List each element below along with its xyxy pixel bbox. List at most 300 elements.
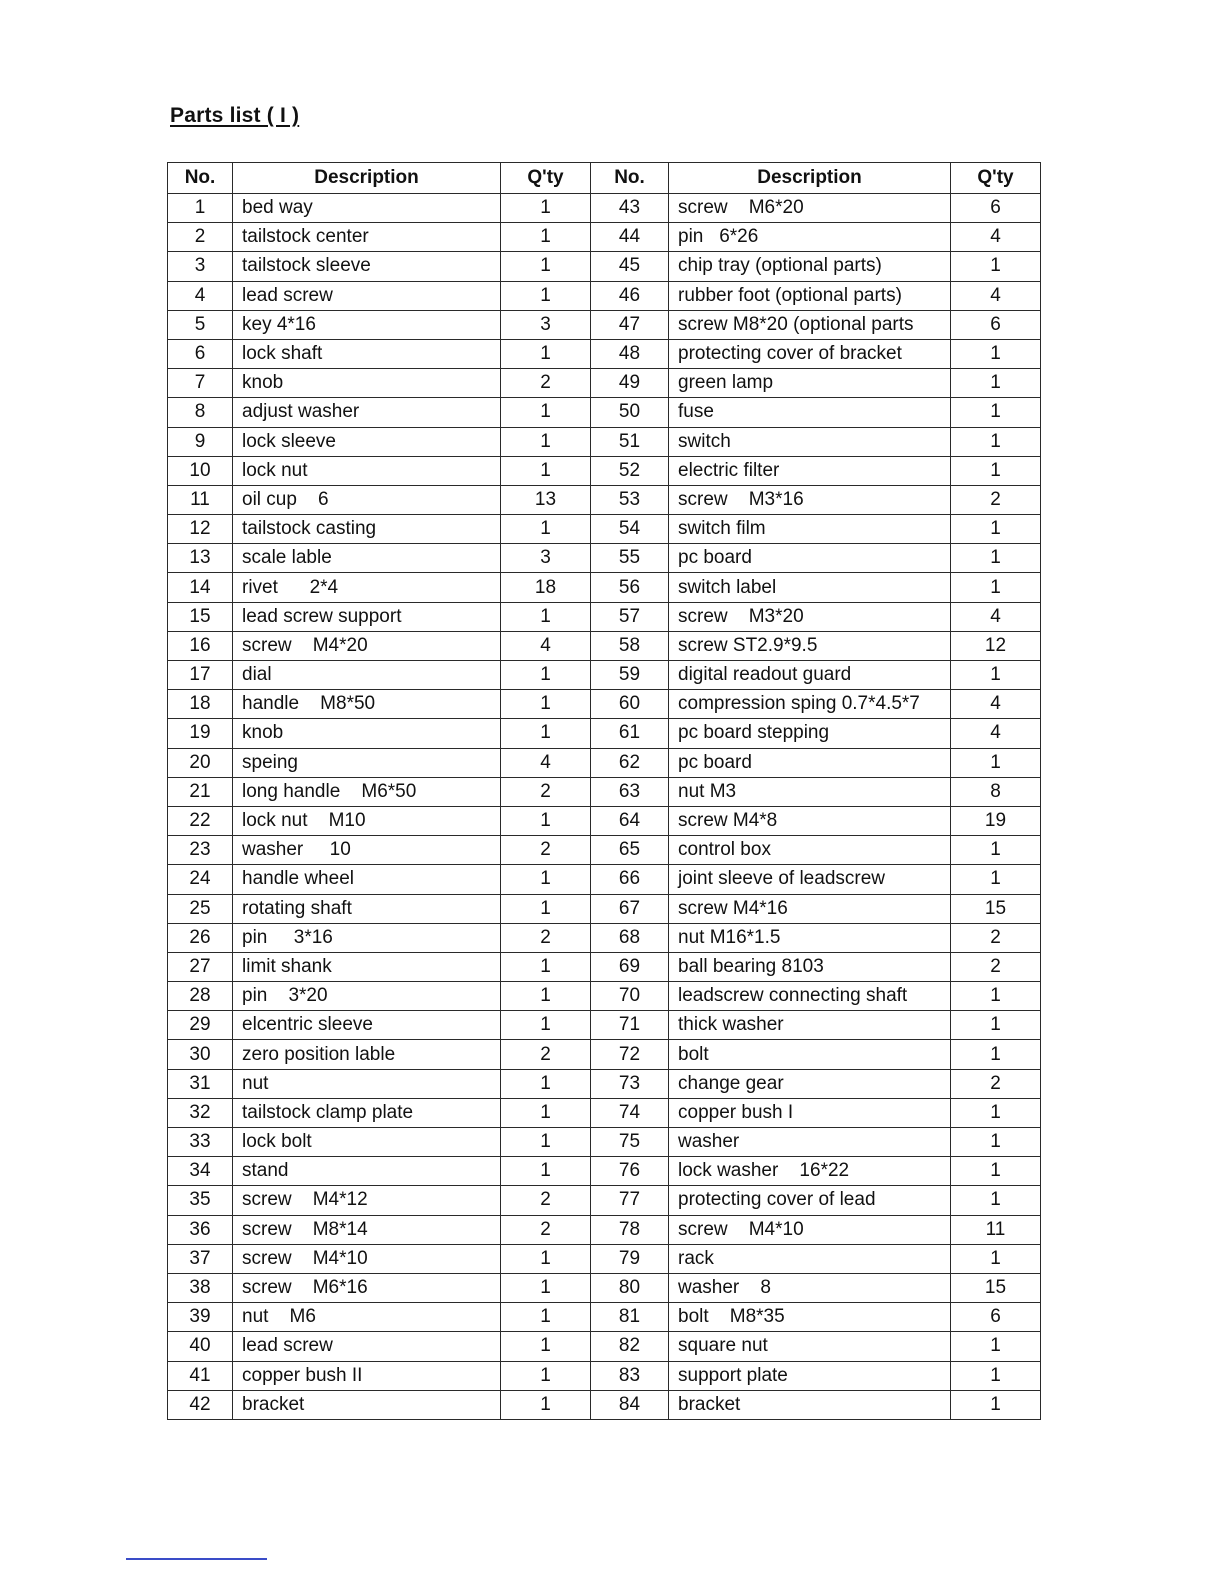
part-quantity-right: 4 (951, 602, 1041, 631)
part-description-left: lock nut M10 (233, 806, 501, 835)
part-quantity-left: 18 (501, 573, 591, 602)
table-row (168, 1128, 1041, 1157)
part-description-left: oil cup 6 (233, 485, 501, 514)
part-number-left: 23 (168, 836, 233, 865)
part-quantity-left: 13 (501, 485, 591, 514)
part-number-left: 37 (168, 1244, 233, 1273)
part-quantity-right: 6 (951, 310, 1041, 339)
part-quantity-left: 4 (501, 631, 591, 660)
table-header-row (168, 163, 1041, 194)
part-number-right: 84 (591, 1390, 669, 1419)
table-row (168, 1069, 1041, 1098)
parts-table (167, 162, 1041, 1420)
table-row (168, 398, 1041, 427)
part-description-right: ball bearing 8103 (669, 952, 951, 981)
table-row (168, 1098, 1041, 1127)
part-quantity-right: 6 (951, 1303, 1041, 1332)
part-description-left: speing (233, 748, 501, 777)
part-number-right: 48 (591, 339, 669, 368)
table-row (168, 573, 1041, 602)
part-number-right: 75 (591, 1128, 669, 1157)
part-quantity-right: 1 (951, 1040, 1041, 1069)
part-quantity-right: 1 (951, 456, 1041, 485)
part-description-right: washer (669, 1128, 951, 1157)
part-description-right: protecting cover of bracket (669, 339, 951, 368)
part-description-left: tailstock center (233, 223, 501, 252)
table-row (168, 1361, 1041, 1390)
part-quantity-left: 1 (501, 1361, 591, 1390)
part-number-right: 74 (591, 1098, 669, 1127)
part-quantity-left: 2 (501, 1040, 591, 1069)
part-quantity-right: 6 (951, 194, 1041, 223)
part-quantity-left: 1 (501, 515, 591, 544)
part-number-left: 24 (168, 865, 233, 894)
part-description-left: lead screw (233, 1332, 501, 1361)
part-number-right: 60 (591, 690, 669, 719)
part-number-right: 82 (591, 1332, 669, 1361)
part-quantity-right: 12 (951, 631, 1041, 660)
part-number-right: 44 (591, 223, 669, 252)
part-quantity-right: 1 (951, 1332, 1041, 1361)
part-number-left: 33 (168, 1128, 233, 1157)
part-description-left: screw M8*14 (233, 1215, 501, 1244)
part-description-left: knob (233, 369, 501, 398)
part-number-right: 76 (591, 1157, 669, 1186)
table-row (168, 339, 1041, 368)
part-number-right: 66 (591, 865, 669, 894)
part-description-right: square nut (669, 1332, 951, 1361)
part-quantity-left: 1 (501, 223, 591, 252)
part-quantity-left: 2 (501, 777, 591, 806)
part-number-left: 17 (168, 661, 233, 690)
part-number-right: 57 (591, 602, 669, 631)
part-quantity-left: 1 (501, 339, 591, 368)
part-number-right: 67 (591, 894, 669, 923)
part-number-left: 26 (168, 923, 233, 952)
part-description-left: lock sleeve (233, 427, 501, 456)
part-quantity-left: 1 (501, 194, 591, 223)
part-quantity-right: 1 (951, 982, 1041, 1011)
part-number-right: 58 (591, 631, 669, 660)
table-row (168, 1157, 1041, 1186)
part-quantity-right: 4 (951, 719, 1041, 748)
part-number-left: 16 (168, 631, 233, 660)
part-description-right: green lamp (669, 369, 951, 398)
part-number-right: 62 (591, 748, 669, 777)
part-number-right: 73 (591, 1069, 669, 1098)
part-quantity-right: 4 (951, 281, 1041, 310)
part-quantity-left: 1 (501, 456, 591, 485)
part-description-right: protecting cover of lead (669, 1186, 951, 1215)
part-description-left: limit shank (233, 952, 501, 981)
part-quantity-left: 1 (501, 602, 591, 631)
table-row (168, 865, 1041, 894)
part-quantity-right: 4 (951, 690, 1041, 719)
part-number-right: 80 (591, 1273, 669, 1302)
part-description-left: rotating shaft (233, 894, 501, 923)
part-description-left: rivet 2*4 (233, 573, 501, 602)
table-row (168, 1390, 1041, 1419)
footer-rule (126, 1558, 267, 1560)
part-description-left: screw M4*20 (233, 631, 501, 660)
part-description-right: bolt M8*35 (669, 1303, 951, 1332)
part-description-right: rack (669, 1244, 951, 1273)
part-number-right: 45 (591, 252, 669, 281)
part-quantity-left: 2 (501, 1215, 591, 1244)
part-number-left: 20 (168, 748, 233, 777)
part-number-right: 63 (591, 777, 669, 806)
parts-table-body (168, 194, 1041, 1420)
part-number-right: 64 (591, 806, 669, 835)
part-number-right: 69 (591, 952, 669, 981)
part-quantity-right: 1 (951, 339, 1041, 368)
part-description-left: scale lable (233, 544, 501, 573)
part-quantity-right: 1 (951, 573, 1041, 602)
part-quantity-right: 1 (951, 1128, 1041, 1157)
part-number-right: 49 (591, 369, 669, 398)
table-row (168, 485, 1041, 514)
part-quantity-left: 1 (501, 719, 591, 748)
part-description-left: bracket (233, 1390, 501, 1419)
part-number-left: 27 (168, 952, 233, 981)
header-no-left: No. (168, 163, 233, 194)
part-description-right: switch film (669, 515, 951, 544)
part-description-left: tailstock casting (233, 515, 501, 544)
part-number-right: 83 (591, 1361, 669, 1390)
part-description-right: pc board (669, 748, 951, 777)
part-quantity-left: 1 (501, 1098, 591, 1127)
part-description-right: bolt (669, 1040, 951, 1069)
part-description-right: fuse (669, 398, 951, 427)
part-quantity-left: 1 (501, 1332, 591, 1361)
part-number-left: 21 (168, 777, 233, 806)
part-quantity-right: 1 (951, 1390, 1041, 1419)
table-row (168, 1273, 1041, 1302)
part-description-left: dial (233, 661, 501, 690)
part-quantity-left: 1 (501, 1128, 591, 1157)
part-number-left: 13 (168, 544, 233, 573)
part-description-right: screw M3*20 (669, 602, 951, 631)
part-description-left: nut M6 (233, 1303, 501, 1332)
part-description-left: lead screw (233, 281, 501, 310)
part-description-left: lock nut (233, 456, 501, 485)
part-quantity-left: 2 (501, 369, 591, 398)
part-quantity-left: 1 (501, 661, 591, 690)
part-description-left: screw M4*12 (233, 1186, 501, 1215)
part-number-left: 32 (168, 1098, 233, 1127)
part-number-left: 9 (168, 427, 233, 456)
part-quantity-left: 1 (501, 952, 591, 981)
part-quantity-right: 1 (951, 1098, 1041, 1127)
part-quantity-right: 1 (951, 1361, 1041, 1390)
header-qty-left: Q'ty (501, 163, 591, 194)
part-number-left: 10 (168, 456, 233, 485)
part-quantity-left: 1 (501, 865, 591, 894)
part-quantity-left: 1 (501, 1157, 591, 1186)
header-no-right: No. (591, 163, 669, 194)
part-description-right: screw ST2.9*9.5 (669, 631, 951, 660)
part-number-left: 29 (168, 1011, 233, 1040)
part-description-right: copper bush I (669, 1098, 951, 1127)
part-description-left: knob (233, 719, 501, 748)
part-description-right: thick washer (669, 1011, 951, 1040)
table-row (168, 719, 1041, 748)
part-quantity-right: 1 (951, 748, 1041, 777)
part-description-right: switch (669, 427, 951, 456)
part-number-right: 50 (591, 398, 669, 427)
table-row (168, 923, 1041, 952)
header-qty-right: Q'ty (951, 163, 1041, 194)
part-quantity-right: 2 (951, 485, 1041, 514)
part-description-left: pin 3*20 (233, 982, 501, 1011)
table-row (168, 310, 1041, 339)
part-number-left: 22 (168, 806, 233, 835)
part-quantity-right: 1 (951, 1011, 1041, 1040)
part-number-right: 55 (591, 544, 669, 573)
part-description-right: nut M16*1.5 (669, 923, 951, 952)
part-quantity-right: 19 (951, 806, 1041, 835)
page-title: Parts list ( I ) (170, 104, 300, 127)
part-quantity-left: 1 (501, 427, 591, 456)
part-description-left: washer 10 (233, 836, 501, 865)
table-row (168, 544, 1041, 573)
part-description-right: rubber foot (optional parts) (669, 281, 951, 310)
part-quantity-right: 2 (951, 1069, 1041, 1098)
part-quantity-right: 11 (951, 1215, 1041, 1244)
part-quantity-left: 1 (501, 894, 591, 923)
part-description-right: compression sping 0.7*4.5*7 (669, 690, 951, 719)
part-description-right: nut M3 (669, 777, 951, 806)
part-quantity-right: 15 (951, 894, 1041, 923)
table-row (168, 631, 1041, 660)
part-number-left: 18 (168, 690, 233, 719)
table-row (168, 806, 1041, 835)
part-description-left: lock bolt (233, 1128, 501, 1157)
table-row (168, 1186, 1041, 1215)
part-number-left: 31 (168, 1069, 233, 1098)
part-description-left: lead screw support (233, 602, 501, 631)
table-row (168, 194, 1041, 223)
part-description-right: lock washer 16*22 (669, 1157, 951, 1186)
part-number-left: 14 (168, 573, 233, 602)
part-quantity-right: 1 (951, 1157, 1041, 1186)
part-number-right: 77 (591, 1186, 669, 1215)
header-description-right: Description (669, 163, 951, 194)
part-number-left: 5 (168, 310, 233, 339)
part-quantity-right: 1 (951, 515, 1041, 544)
part-number-left: 39 (168, 1303, 233, 1332)
part-number-left: 28 (168, 982, 233, 1011)
part-description-right: change gear (669, 1069, 951, 1098)
part-quantity-right: 15 (951, 1273, 1041, 1302)
part-description-left: copper bush II (233, 1361, 501, 1390)
part-quantity-left: 1 (501, 252, 591, 281)
table-row (168, 1215, 1041, 1244)
part-description-right: support plate (669, 1361, 951, 1390)
part-description-right: washer 8 (669, 1273, 951, 1302)
part-quantity-left: 2 (501, 1186, 591, 1215)
part-number-left: 19 (168, 719, 233, 748)
part-quantity-left: 1 (501, 1273, 591, 1302)
part-quantity-right: 1 (951, 398, 1041, 427)
table-row (168, 515, 1041, 544)
part-quantity-right: 1 (951, 252, 1041, 281)
part-description-right: screw M8*20 (optional parts (669, 310, 951, 339)
part-number-right: 79 (591, 1244, 669, 1273)
part-quantity-right: 1 (951, 369, 1041, 398)
header-description-left: Description (233, 163, 501, 194)
table-row (168, 369, 1041, 398)
part-quantity-left: 1 (501, 1244, 591, 1273)
part-quantity-left: 1 (501, 1069, 591, 1098)
part-quantity-left: 1 (501, 1390, 591, 1419)
table-row (168, 1244, 1041, 1273)
part-quantity-left: 3 (501, 310, 591, 339)
part-number-left: 7 (168, 369, 233, 398)
part-quantity-left: 1 (501, 690, 591, 719)
part-number-left: 15 (168, 602, 233, 631)
part-number-right: 78 (591, 1215, 669, 1244)
part-number-left: 8 (168, 398, 233, 427)
part-number-left: 4 (168, 281, 233, 310)
part-description-left: nut (233, 1069, 501, 1098)
part-description-left: adjust washer (233, 398, 501, 427)
part-description-left: lock shaft (233, 339, 501, 368)
table-row (168, 1011, 1041, 1040)
part-quantity-left: 1 (501, 806, 591, 835)
part-quantity-left: 2 (501, 923, 591, 952)
part-number-left: 6 (168, 339, 233, 368)
part-description-left: handle M8*50 (233, 690, 501, 719)
table-row (168, 1303, 1041, 1332)
part-number-left: 41 (168, 1361, 233, 1390)
part-number-left: 38 (168, 1273, 233, 1302)
table-row (168, 1040, 1041, 1069)
part-description-right: pc board stepping (669, 719, 951, 748)
part-description-right: pin 6*26 (669, 223, 951, 252)
part-description-left: bed way (233, 194, 501, 223)
part-description-right: screw M3*16 (669, 485, 951, 514)
part-number-right: 59 (591, 661, 669, 690)
part-quantity-right: 1 (951, 1244, 1041, 1273)
part-number-right: 65 (591, 836, 669, 865)
part-number-left: 25 (168, 894, 233, 923)
part-quantity-right: 1 (951, 836, 1041, 865)
part-description-left: zero position lable (233, 1040, 501, 1069)
part-description-right: electric filter (669, 456, 951, 485)
part-quantity-right: 2 (951, 952, 1041, 981)
table-row (168, 894, 1041, 923)
table-row (168, 952, 1041, 981)
part-description-right: digital readout guard (669, 661, 951, 690)
table-row (168, 252, 1041, 281)
part-number-left: 1 (168, 194, 233, 223)
part-quantity-right: 1 (951, 865, 1041, 894)
part-number-right: 61 (591, 719, 669, 748)
part-number-left: 36 (168, 1215, 233, 1244)
part-description-left: tailstock sleeve (233, 252, 501, 281)
part-number-left: 30 (168, 1040, 233, 1069)
table-row (168, 281, 1041, 310)
part-number-right: 47 (591, 310, 669, 339)
table-row (168, 777, 1041, 806)
part-number-left: 12 (168, 515, 233, 544)
part-description-right: leadscrew connecting shaft (669, 982, 951, 1011)
part-description-right: screw M6*20 (669, 194, 951, 223)
part-description-right: control box (669, 836, 951, 865)
part-description-left: stand (233, 1157, 501, 1186)
table-row (168, 836, 1041, 865)
part-description-left: handle wheel (233, 865, 501, 894)
part-description-left: tailstock clamp plate (233, 1098, 501, 1127)
part-number-right: 70 (591, 982, 669, 1011)
part-number-right: 71 (591, 1011, 669, 1040)
part-quantity-right: 1 (951, 661, 1041, 690)
table-row (168, 1332, 1041, 1361)
table-row (168, 748, 1041, 777)
part-description-right: bracket (669, 1390, 951, 1419)
part-quantity-right: 1 (951, 1186, 1041, 1215)
part-number-left: 2 (168, 223, 233, 252)
part-quantity-right: 1 (951, 427, 1041, 456)
part-description-left: long handle M6*50 (233, 777, 501, 806)
part-quantity-left: 1 (501, 281, 591, 310)
part-description-left: elcentric sleeve (233, 1011, 501, 1040)
part-number-left: 3 (168, 252, 233, 281)
part-description-left: screw M6*16 (233, 1273, 501, 1302)
part-quantity-left: 1 (501, 1011, 591, 1040)
part-quantity-right: 4 (951, 223, 1041, 252)
part-number-right: 72 (591, 1040, 669, 1069)
part-description-right: switch label (669, 573, 951, 602)
part-number-right: 52 (591, 456, 669, 485)
table-row (168, 427, 1041, 456)
part-description-right: screw M4*10 (669, 1215, 951, 1244)
part-number-left: 40 (168, 1332, 233, 1361)
part-description-right: screw M4*16 (669, 894, 951, 923)
table-row (168, 223, 1041, 252)
part-number-right: 43 (591, 194, 669, 223)
part-quantity-right: 1 (951, 544, 1041, 573)
part-quantity-left: 1 (501, 1303, 591, 1332)
table-row (168, 982, 1041, 1011)
table-row (168, 602, 1041, 631)
part-number-left: 34 (168, 1157, 233, 1186)
part-description-right: screw M4*8 (669, 806, 951, 835)
part-description-right: joint sleeve of leadscrew (669, 865, 951, 894)
part-number-right: 54 (591, 515, 669, 544)
part-quantity-left: 3 (501, 544, 591, 573)
part-description-left: key 4*16 (233, 310, 501, 339)
part-description-left: pin 3*16 (233, 923, 501, 952)
part-quantity-left: 1 (501, 982, 591, 1011)
part-number-left: 42 (168, 1390, 233, 1419)
part-description-left: screw M4*10 (233, 1244, 501, 1273)
part-number-right: 81 (591, 1303, 669, 1332)
part-number-right: 56 (591, 573, 669, 602)
part-number-left: 35 (168, 1186, 233, 1215)
part-description-right: chip tray (optional parts) (669, 252, 951, 281)
part-number-right: 46 (591, 281, 669, 310)
part-number-left: 11 (168, 485, 233, 514)
part-number-right: 53 (591, 485, 669, 514)
part-quantity-left: 4 (501, 748, 591, 777)
part-quantity-left: 1 (501, 398, 591, 427)
table-row (168, 456, 1041, 485)
part-number-right: 51 (591, 427, 669, 456)
table-row (168, 690, 1041, 719)
part-quantity-right: 8 (951, 777, 1041, 806)
